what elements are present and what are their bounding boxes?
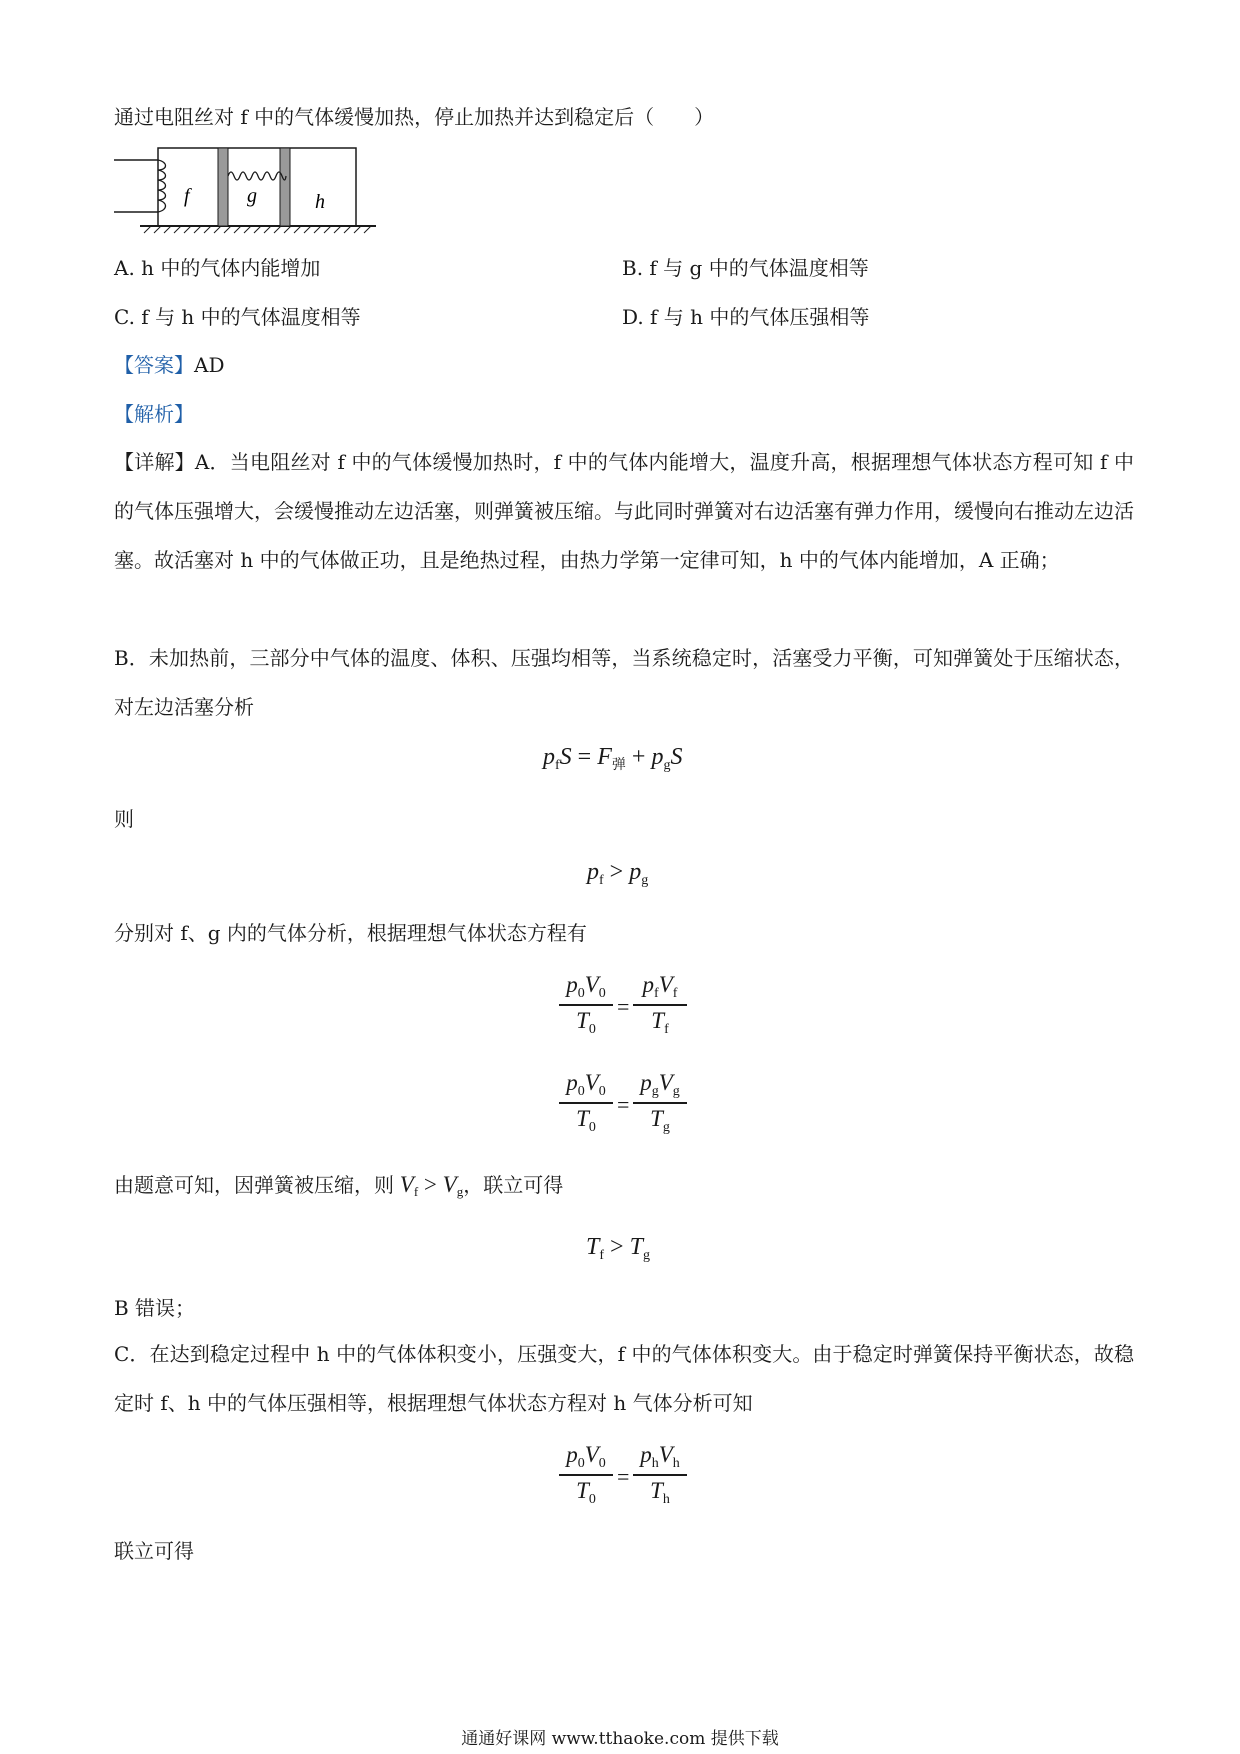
figure-label-g: g bbox=[247, 185, 257, 207]
separate-analysis-text: 分别对 f、g 内的气体分析，根据理想气体状态方程有 bbox=[114, 921, 587, 945]
detail-label: 【详解】 bbox=[114, 450, 195, 474]
question-stem: 通过电阻丝对 f 中的气体缓慢加热，停止加热并达到稳定后（ ） bbox=[114, 105, 715, 129]
known-text: 由题意可知，因弹簧被压缩，则 bbox=[114, 1173, 394, 1197]
equation-force-balance: $p_fS = F_弹 + p_gS$ bbox=[543, 744, 683, 773]
detail-a-paragraph bbox=[114, 438, 1134, 585]
b-wrong-text: B 错误； bbox=[114, 1296, 196, 1320]
equation-tf-gt-tg: $T_f > T_g$ bbox=[586, 1234, 650, 1263]
option-a: A. h 中的气体内能增加 bbox=[114, 256, 321, 280]
combine-text: ，联立可得 bbox=[463, 1173, 564, 1197]
equation-gas-h: $p_0V_0$ $T_0$ = $p_hV_h$ $T_h$ bbox=[559, 1442, 699, 1508]
figure-label-f: f bbox=[184, 185, 190, 207]
answer-label: 【答案】 bbox=[114, 353, 194, 377]
footer-source: 通通好课网 www.tthaoke.com 提供下载 bbox=[461, 1729, 779, 1749]
answer-line bbox=[114, 352, 224, 378]
option-b: B. f 与 g 中的气体温度相等 bbox=[622, 256, 869, 280]
option-c: C. f 与 h 中的气体温度相等 bbox=[114, 305, 361, 329]
analysis-label: 【解析】 bbox=[114, 402, 194, 426]
equation-gas-f: $p_0V_0$ $T_0$ = $p_fV_f$ $T_f$ bbox=[559, 972, 699, 1038]
equation-pf-gt-pg: $p_f > p_g$ bbox=[587, 859, 649, 888]
known-line: 由题意可知，因弹簧被压缩，则 $V_f > V_g$，联立可得 bbox=[114, 1172, 564, 1199]
equation-gas-g: $p_0V_0$ $T_0$ = $p_gV_g$ $T_g$ bbox=[559, 1070, 699, 1136]
cylinder-figure bbox=[114, 146, 384, 236]
detail-a-text: A．当电阻丝对 f 中的气体缓慢加热时，f 中的气体内能增大，温度升高，根据理想气体状态方程可知 f 中的气体压强增大，会缓慢推动左边活塞，则弹簧被压缩。与此同时弹簧对右边活塞有弹力作用，缓慢向右推动左边活塞。故活塞对 h 中的气体做正功，且是绝热过程，由热力学第一定律可知，h 中的气体内能增加，A 正确； bbox=[114, 450, 1135, 572]
detail-c-paragraph: C．在达到稳定过程中 h 中的气体体积变小，压强变大，f 中的气体体积变大。由于稳定时弹簧保持平衡状态，故稳定时 f、h 中的气体压强相等，根据理想气体状态方程对 h 气体分析可知 bbox=[114, 1342, 1134, 1415]
answer-value: AD bbox=[194, 353, 225, 377]
figure-label-h: h bbox=[315, 191, 325, 213]
combine-end-text: 联立可得 bbox=[114, 1539, 194, 1563]
spring-subscript: 弹 bbox=[611, 758, 626, 773]
detail-b-paragraph: B．未加热前，三部分中气体的温度、体积、压强均相等，当系统稳定时，活塞受力平衡，可知弹簧处于压缩状态，对左边活塞分析 bbox=[114, 646, 1134, 719]
then-text: 则 bbox=[114, 807, 134, 831]
option-d: D. f 与 h 中的气体压强相等 bbox=[622, 305, 870, 329]
